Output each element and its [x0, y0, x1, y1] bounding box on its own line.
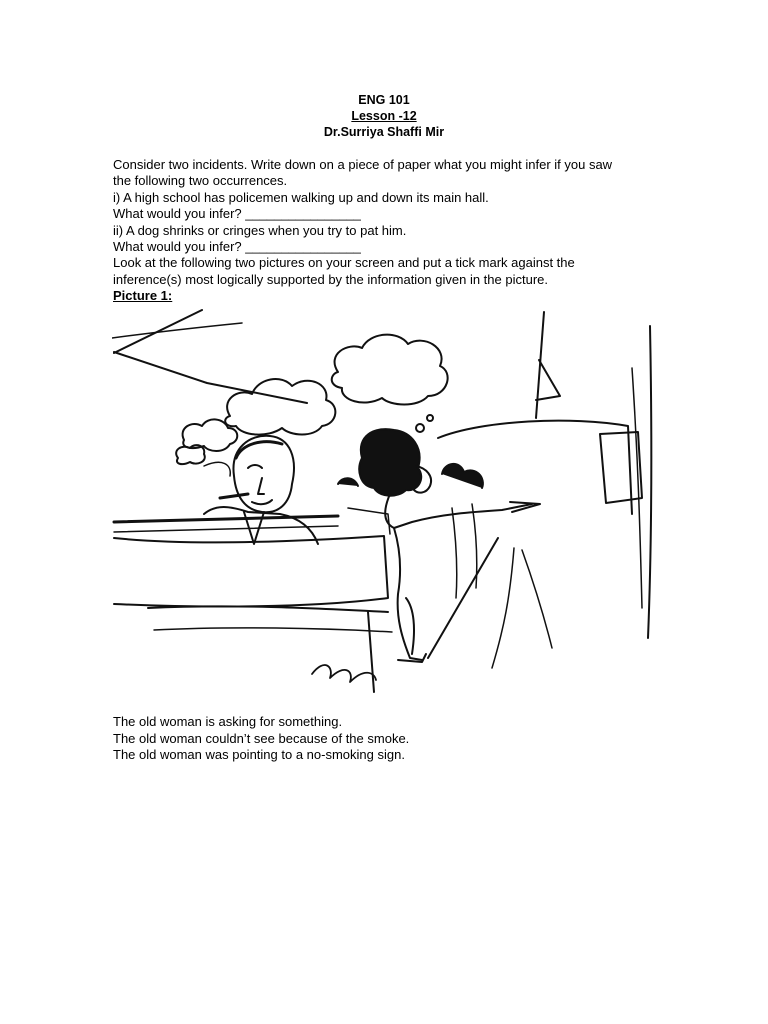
answer-options	[113, 714, 409, 764]
document-header	[0, 92, 768, 140]
thought-cloud	[332, 335, 448, 405]
seat-back	[114, 536, 388, 606]
picture-label: Picture 1:	[113, 288, 173, 304]
answer-option: The old woman is asking for something.	[113, 714, 343, 729]
author-name: Dr.Surriya Shaffi Mir	[323, 125, 445, 139]
artist-signature	[312, 665, 376, 682]
cartoon-illustration	[112, 308, 657, 716]
incident-item: i) A high school has policemen walking up and down its main hall.	[113, 189, 489, 205]
ceiling-line	[114, 352, 307, 403]
course-code: ENG 101	[358, 93, 410, 107]
man-body	[204, 507, 318, 544]
instruction-line: inference(s) most logically supported by the information given in the picture.	[113, 271, 548, 287]
answer-option: The old woman was pointing to a no-smoking sign.	[113, 747, 405, 763]
instruction-line: the following two occurrences.	[113, 173, 288, 189]
answer-option: The old woman couldn’t see because of the smoke.	[113, 730, 410, 746]
instructions-block	[113, 157, 673, 305]
woman-hair	[359, 429, 421, 496]
infer-prompt: What would you infer? ________________	[113, 206, 361, 222]
incident-item: ii) A dog shrinks or cringes when you try to pat him.	[113, 222, 407, 238]
woman-body	[394, 528, 422, 660]
infer-prompt: What would you infer? ________________	[113, 239, 361, 255]
thought-cloud	[225, 379, 335, 435]
instruction-line: Look at the following two pictures on your screen and put a tick mark against the	[113, 255, 575, 271]
instruction-line: Consider two incidents. Write down on a piece of paper what you might infer if you saw	[113, 157, 613, 172]
bus-cartoon-drawing	[112, 308, 657, 716]
bus-wall-line	[648, 326, 651, 638]
seat-rail	[114, 516, 338, 522]
aisle-line	[428, 538, 498, 658]
man-head	[233, 436, 293, 512]
woman-arm	[385, 494, 532, 528]
lesson-title: Lesson -12	[351, 109, 417, 123]
